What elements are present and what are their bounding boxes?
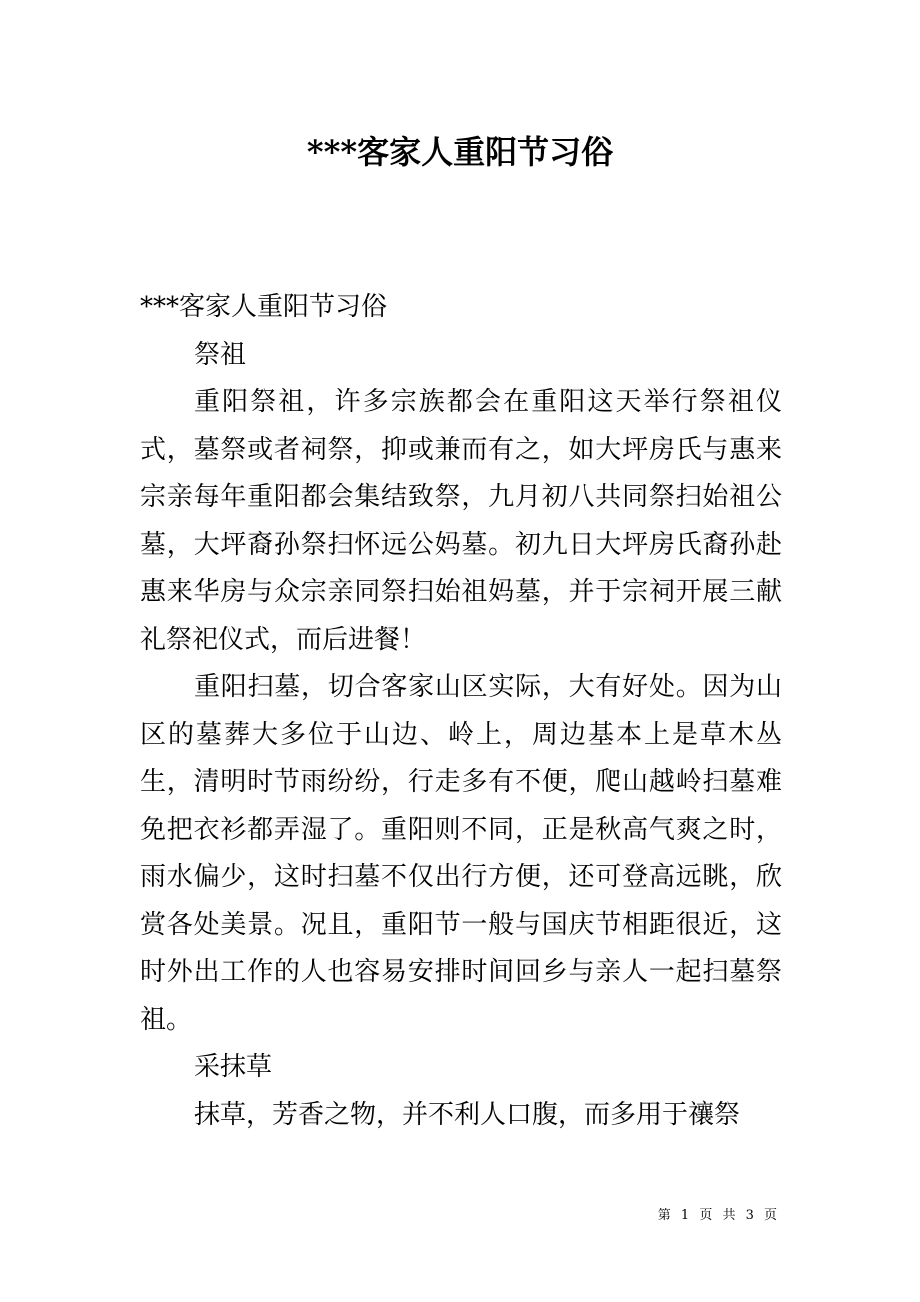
- paragraph-ancestor-worship: 重阳祭祖，许多宗族都会在重阳这天举行祭祖仪式，墓祭或者祠祭，抑或兼而有之，如大坪房氏与惠来宗亲每年重阳都会集结致祭，九月初八共同祭扫始祖公墓，大坪裔孙祭扫怀远公妈墓。初九日大坪房氏裔孙赴惠来华房与众宗亲同祭扫始祖妈墓，并于宗祠开展三献礼祭祀仪式，而后进餐！: [140, 387, 782, 655]
- paragraph-herb-gathering: 抹草，芳香之物，并不利人口腹，而多用于禳祭: [194, 1099, 741, 1130]
- page-number-footer: 第 1 页 共 3 页: [657, 1208, 780, 1223]
- paragraph-tomb-sweeping: 重阳扫墓，切合客家山区实际，大有好处。因为山区的墓葬大多位于山边、岭上，周边基本上是草木丛生，清明时节雨纷纷，行走多有不便，爬山越岭扫墓难免把衣衫都弄湿了。重阳则不同，正是秋高气爽之时，雨水偏少，这时扫墓不仅出行方便，还可登高远眺，欣赏各处美景。况且，重阳节一般与国庆节相距很近，这时外出工作的人也容易安排时间回乡与亲人一起扫墓祭祖。: [140, 672, 782, 1035]
- document-body: [140, 284, 782, 1139]
- body-heading: ***客家人重阳节习俗: [140, 292, 388, 322]
- section-heading-herb-gathering: 采抹草: [194, 1052, 273, 1082]
- section-heading-ancestor-worship: 祭祖: [194, 339, 247, 370]
- document-title: ***客家人重阳节习俗: [306, 133, 614, 171]
